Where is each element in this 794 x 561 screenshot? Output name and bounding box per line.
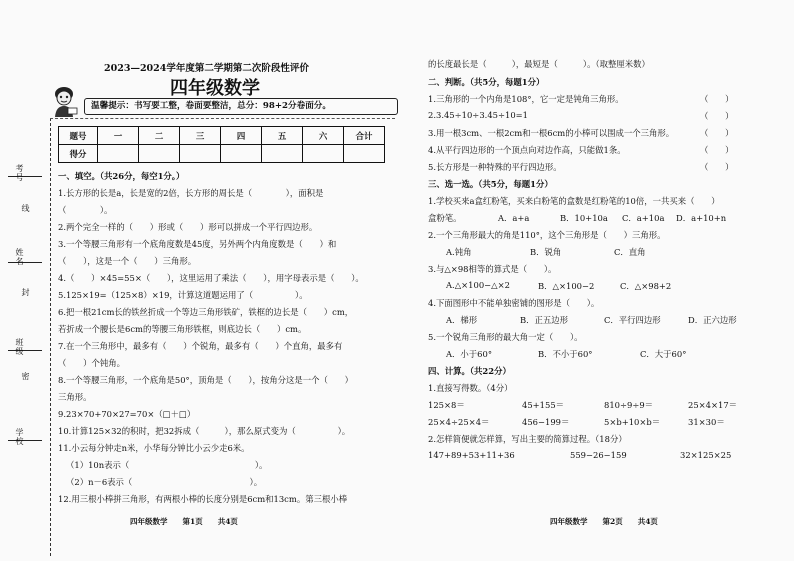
question-1: 1.长方形的长是a，长是宽的2倍，长方形的周长是（ ），面积是 <box>58 188 324 198</box>
question-5: 5.125×19=（125×8）×19，计算这道题运用了（ ）。 <box>58 290 308 300</box>
score-header-cell: 二 <box>139 127 180 145</box>
calc-1-item: 456−199＝ <box>522 417 570 427</box>
judge-4-answer[interactable]: （ ） <box>700 145 734 155</box>
calc-2-title: 2.怎样简便就怎样算，写出主要的简算过程。（18分） <box>428 434 627 444</box>
judge-2-answer[interactable]: （ ） <box>700 111 734 121</box>
score-row-label: 得分 <box>59 145 98 163</box>
calc-2-item: 32×125×25 <box>680 450 732 460</box>
margin-label-school: 学校 <box>15 428 24 446</box>
score-cell[interactable] <box>180 145 221 163</box>
choice-5-option[interactable]: B．不小于60° <box>538 349 593 359</box>
question-9: 9.23×70+70×27=70×（□＋□） <box>58 409 196 419</box>
choice-4-option[interactable]: C．平行四边形 <box>604 315 661 325</box>
binding-line <box>50 118 52 556</box>
margin-label-class: 班级 <box>15 338 24 356</box>
choice-1: 1.学校买来a盒红粉笔，买来白粉笔的盒数是红粉笔的10倍，一共买来（ ） <box>428 196 720 206</box>
score-cell[interactable] <box>344 145 385 163</box>
question-11: 11.小云每分钟走n米，小华每分钟比小云少走6米。 <box>58 443 250 453</box>
judge-2: 2.3.45÷10÷3.45÷10=1 <box>428 110 528 120</box>
margin-cut-mark: 封 <box>21 288 30 297</box>
score-table-score-row <box>59 145 385 163</box>
judge-3: 3.用一根3cm、一根2cm和一根6cm的小棒可以围成一个三角形。 <box>428 128 675 138</box>
judge-1-answer[interactable]: （ ） <box>700 94 734 104</box>
choice-1-option: 盒粉笔。 <box>428 213 462 223</box>
question-12: 12.用三根小棒拼三角形，有两根小棒的长度分别是6cm和13cm。第三根小棒 <box>58 494 348 504</box>
header-separator <box>50 118 395 119</box>
score-header-cell: 五 <box>262 127 303 145</box>
student-mascot-icon <box>47 84 81 118</box>
section-3-title: 三、选一选。（共5分，每题1分） <box>428 179 553 189</box>
calc-1-item: 5×b+10×b＝ <box>604 417 661 427</box>
score-header-cell: 三 <box>180 127 221 145</box>
score-header-cell: 题号 <box>59 127 98 145</box>
choice-2-option[interactable]: B．锐角 <box>530 247 562 257</box>
judge-4: 4.从平行四边形的一个顶点向对边作高，只能做1条。 <box>428 145 626 155</box>
choice-2: 2.一个三角形最大的角是110°，这个三角形是（ ）三角形。 <box>428 230 666 240</box>
section-1-title: 一、填空。（共26分，每空1分。） <box>58 171 185 181</box>
choice-2-option[interactable]: A.钝角 <box>446 247 472 257</box>
margin-cut-mark: 密 <box>21 372 30 381</box>
margin-label-name: 姓名 <box>15 248 24 266</box>
tip-box: 温馨提示：书写要工整，卷面要整洁，总分：98+2分卷面分。 <box>84 98 398 115</box>
calc-1-item: 25×4÷25×4＝ <box>428 417 490 427</box>
section-2-title: 二、判断。（共5分，每题1分） <box>428 77 545 87</box>
choice-4-option[interactable]: A．梯形 <box>446 315 478 325</box>
question-6-cont: 若折成一个腰长是6cm的等腰三角形铁框，则底边长（ ）cm。 <box>58 324 307 334</box>
choice-1-option[interactable]: A．a+a <box>498 213 530 223</box>
exam-year-title: 2023—2024学年度第二学期第二次阶段性评价 <box>104 63 309 74</box>
margin-label-exam-no: 考号 <box>15 164 24 182</box>
score-header-cell: 合计 <box>344 127 385 145</box>
score-header-cell: 一 <box>98 127 139 145</box>
calc-1-item: 810÷9÷9＝ <box>604 400 654 410</box>
judge-5-answer[interactable]: （ ） <box>700 162 734 172</box>
question-4: 4.（ ）×45=55×（ ），这里运用了乘法（ ），用字母表示是（ ）。 <box>58 273 364 283</box>
choice-1-option[interactable]: B．10+10a <box>560 213 608 223</box>
calc-1-item: 31×30＝ <box>688 417 725 427</box>
choice-1-option[interactable]: C．a+10a <box>622 213 665 223</box>
question-3: 3.一个等腰三角形有一个底角度数是45度，另外两个内角度数是（ ）和 <box>58 239 337 249</box>
question-1-cont: （ ）。 <box>58 205 113 215</box>
question-2: 2.两个完全一样的（ ）形或（ ）形可以拼成一个平行四边形。 <box>58 222 318 232</box>
choice-3-option[interactable]: B．△×100−2 <box>538 281 595 291</box>
choice-1-option[interactable]: D．a+10+n <box>676 213 727 223</box>
judge-3-answer[interactable]: （ ） <box>700 128 734 138</box>
calc-2-item: 559−26−159 <box>570 450 627 460</box>
calc-1-item: 25×4×17＝ <box>688 400 738 410</box>
calc-1-title: 1.直接写得数。（4分） <box>428 383 513 393</box>
question-8-cont: 三角形。 <box>58 392 92 402</box>
choice-4-option[interactable]: D．正六边形 <box>688 315 737 325</box>
choice-2-option[interactable]: C．直角 <box>614 247 646 257</box>
score-cell[interactable] <box>303 145 344 163</box>
question-11-part-2: （2）n－6表示（ ）。 <box>66 477 263 487</box>
question-11-part-1: （1）10n表示（ ）。 <box>66 460 268 470</box>
choice-4: 4.下面图形中不能单独密铺的图形是（ ）。 <box>428 298 600 308</box>
score-header-cell: 六 <box>303 127 344 145</box>
score-cell[interactable] <box>98 145 139 163</box>
question-3-cont: （ ），这是一个（ ）三角形。 <box>58 256 197 266</box>
score-cell[interactable] <box>262 145 303 163</box>
choice-5: 5.一个锐角三角形的最大角一定（ ）。 <box>428 332 583 342</box>
choice-3-option[interactable]: A.△×100−△×2 <box>446 280 510 290</box>
score-table-header-row <box>59 127 385 145</box>
page-2-footer: 四年级数学 第2页 共4页 <box>550 517 658 526</box>
calc-2-item: 147+89+53+11+36 <box>428 450 515 460</box>
calc-1-item: 125×8＝ <box>428 400 465 410</box>
choice-5-option[interactable]: C．大于60° <box>640 349 687 359</box>
judge-5: 5.长方形是一种特殊的平行四边形。 <box>428 162 562 172</box>
section-4-title: 四、计算。（共22分） <box>428 366 511 376</box>
score-cell[interactable] <box>139 145 180 163</box>
question-7-cont: （ ）个钝角。 <box>58 358 125 368</box>
choice-4-option[interactable]: B．正五边形 <box>520 315 569 325</box>
page-1-footer: 四年级数学 第1页 共4页 <box>130 517 238 526</box>
score-cell[interactable] <box>221 145 262 163</box>
choice-5-option[interactable]: A．小于60° <box>446 349 493 359</box>
question-7: 7.在一个三角形中，最多有（ ）个锐角，最多有（ ）个直角，最多有 <box>58 341 343 351</box>
score-table <box>58 126 385 163</box>
calc-1-item: 45+155＝ <box>522 400 565 410</box>
choice-3: 3.与△×98相等的算式是（ ）。 <box>428 264 557 274</box>
margin-cut-mark: 线 <box>21 204 30 213</box>
question-8: 8.一个等腰三角形，一个底角是50°，顶角是（ ），按角分这是一个（ ） <box>58 375 354 385</box>
exam-subject-title: 四年级数学 <box>170 78 260 99</box>
question-10: 10.计算125×32的积时，把32拆成（ ），那么原式变为（ ）。 <box>58 426 351 436</box>
question-6: 6.把一根21cm长的铁丝折成一个等边三角形铁矿，铁框的边长是（ ）cm， <box>58 307 354 317</box>
score-header-cell: 四 <box>221 127 262 145</box>
choice-3-option[interactable]: C．△×98+2 <box>620 281 672 291</box>
judge-1: 1.三角形的一个内角是108°，它一定是钝角三角形。 <box>428 94 624 104</box>
question-12-cont: 的长度最长是（ ），最短是（ ）。（取整厘米数） <box>428 59 650 69</box>
